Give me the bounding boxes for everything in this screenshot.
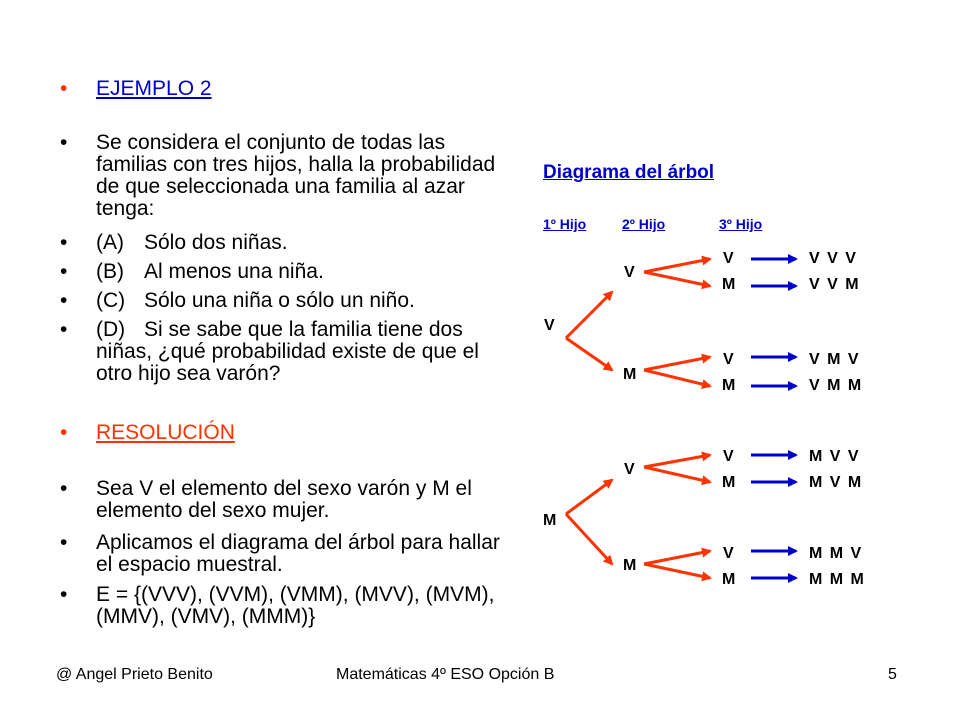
- option-d-text: Si se sabe que la familia tiene dos niñas, ¿qué probabilidad existe de que el otro hijo sea varón?: [96, 318, 479, 385]
- bullet-dot: •: [60, 77, 68, 100]
- option-b-text: Al menos una niña.: [144, 260, 324, 283]
- node-level3-v: V: [723, 545, 734, 562]
- option-c-text: Sólo una niña o sólo un niño.: [144, 289, 415, 312]
- result-mvv: M V V: [809, 448, 859, 465]
- result-vmm: V M M: [809, 377, 862, 394]
- node-level2-v: V: [624, 461, 635, 478]
- node-level3-m: M: [722, 377, 736, 394]
- definition-text: Sea V el elemento del sexo varón y M el elemento del sexo mujer.: [96, 477, 472, 522]
- option-a-tag: (A): [96, 231, 124, 254]
- example-heading: EJEMPLO 2: [96, 77, 212, 100]
- branch-vm-v: [644, 357, 710, 370]
- branch-mm-v: [644, 551, 710, 564]
- node-level3-v: V: [723, 250, 734, 267]
- node-level3-m: M: [722, 571, 736, 588]
- result-vmv: V M V: [809, 351, 859, 368]
- result-mmv: M M V: [809, 545, 862, 562]
- sample-space-text: E = {(VVV), (VVM), (VMM), (MVV), (MVM), (MMV), (VMV), (MMM)}: [96, 583, 495, 628]
- node-level2-m: M: [623, 557, 637, 574]
- branch-mv-m: [644, 467, 710, 482]
- resolution-heading: RESOLUCIÓN: [96, 421, 235, 444]
- branch-m-m: [566, 514, 612, 564]
- bullet-dot: •: [60, 289, 68, 312]
- bullet-dot: •: [60, 583, 68, 606]
- branch-mm-m: [644, 564, 710, 578]
- result-mmm: M M M: [809, 571, 864, 588]
- bullet-dot: •: [60, 421, 68, 444]
- result-mvm: M V M: [809, 474, 862, 491]
- bullet-dot: •: [60, 131, 68, 154]
- bullet-dot: •: [60, 477, 68, 500]
- bullet-dot: •: [60, 318, 68, 341]
- node-level3-m: M: [722, 474, 736, 491]
- header-hijo-1: 1º Hijo: [543, 216, 587, 232]
- node-level2-v: V: [624, 264, 635, 281]
- branch-v-v: [566, 292, 612, 338]
- branch-mv-v: [644, 455, 710, 467]
- footer-author: @ Angel Prieto Benito: [56, 666, 213, 683]
- statement-text: Se considera el conjunto de todas las familias con tres hijos, halla la probabilidad de que seleccionada una familia al azar tenga:: [96, 131, 496, 220]
- bullet-dot: •: [60, 531, 68, 554]
- header-hijo-3: 3º Hijo: [719, 216, 763, 232]
- option-a-text: Sólo dos niñas.: [144, 231, 288, 254]
- method-text: Aplicamos el diagrama del árbol para hallar el espacio muestral.: [96, 531, 500, 576]
- option-d-tag: (D): [96, 318, 126, 341]
- node-level2-m: M: [623, 366, 637, 383]
- result-vvm: V V M: [809, 276, 859, 293]
- branch-vv-v: [644, 259, 710, 272]
- option-c-tag: (C): [96, 289, 126, 312]
- node-level3-m: M: [722, 276, 736, 293]
- option-b-tag: (B): [96, 260, 124, 283]
- branch-vv-m: [644, 272, 710, 286]
- footer-page-number: 5: [888, 666, 897, 683]
- bullet-dot: •: [60, 231, 68, 254]
- bullet-dot: •: [60, 260, 68, 283]
- node-level3-v: V: [723, 351, 734, 368]
- node-level3-v: V: [723, 448, 734, 465]
- node-level1-m: M: [543, 512, 557, 529]
- branch-vm-m: [644, 370, 710, 386]
- result-vvv: V V V: [809, 250, 856, 267]
- branch-m-v: [566, 480, 612, 514]
- header-hijo-2: 2º Hijo: [622, 216, 666, 232]
- footer-course: Matemáticas 4º ESO Opción B: [336, 666, 555, 683]
- node-level1-v: V: [544, 317, 555, 334]
- diagram-title: Diagrama del árbol: [543, 162, 715, 183]
- branch-v-m: [566, 338, 612, 370]
